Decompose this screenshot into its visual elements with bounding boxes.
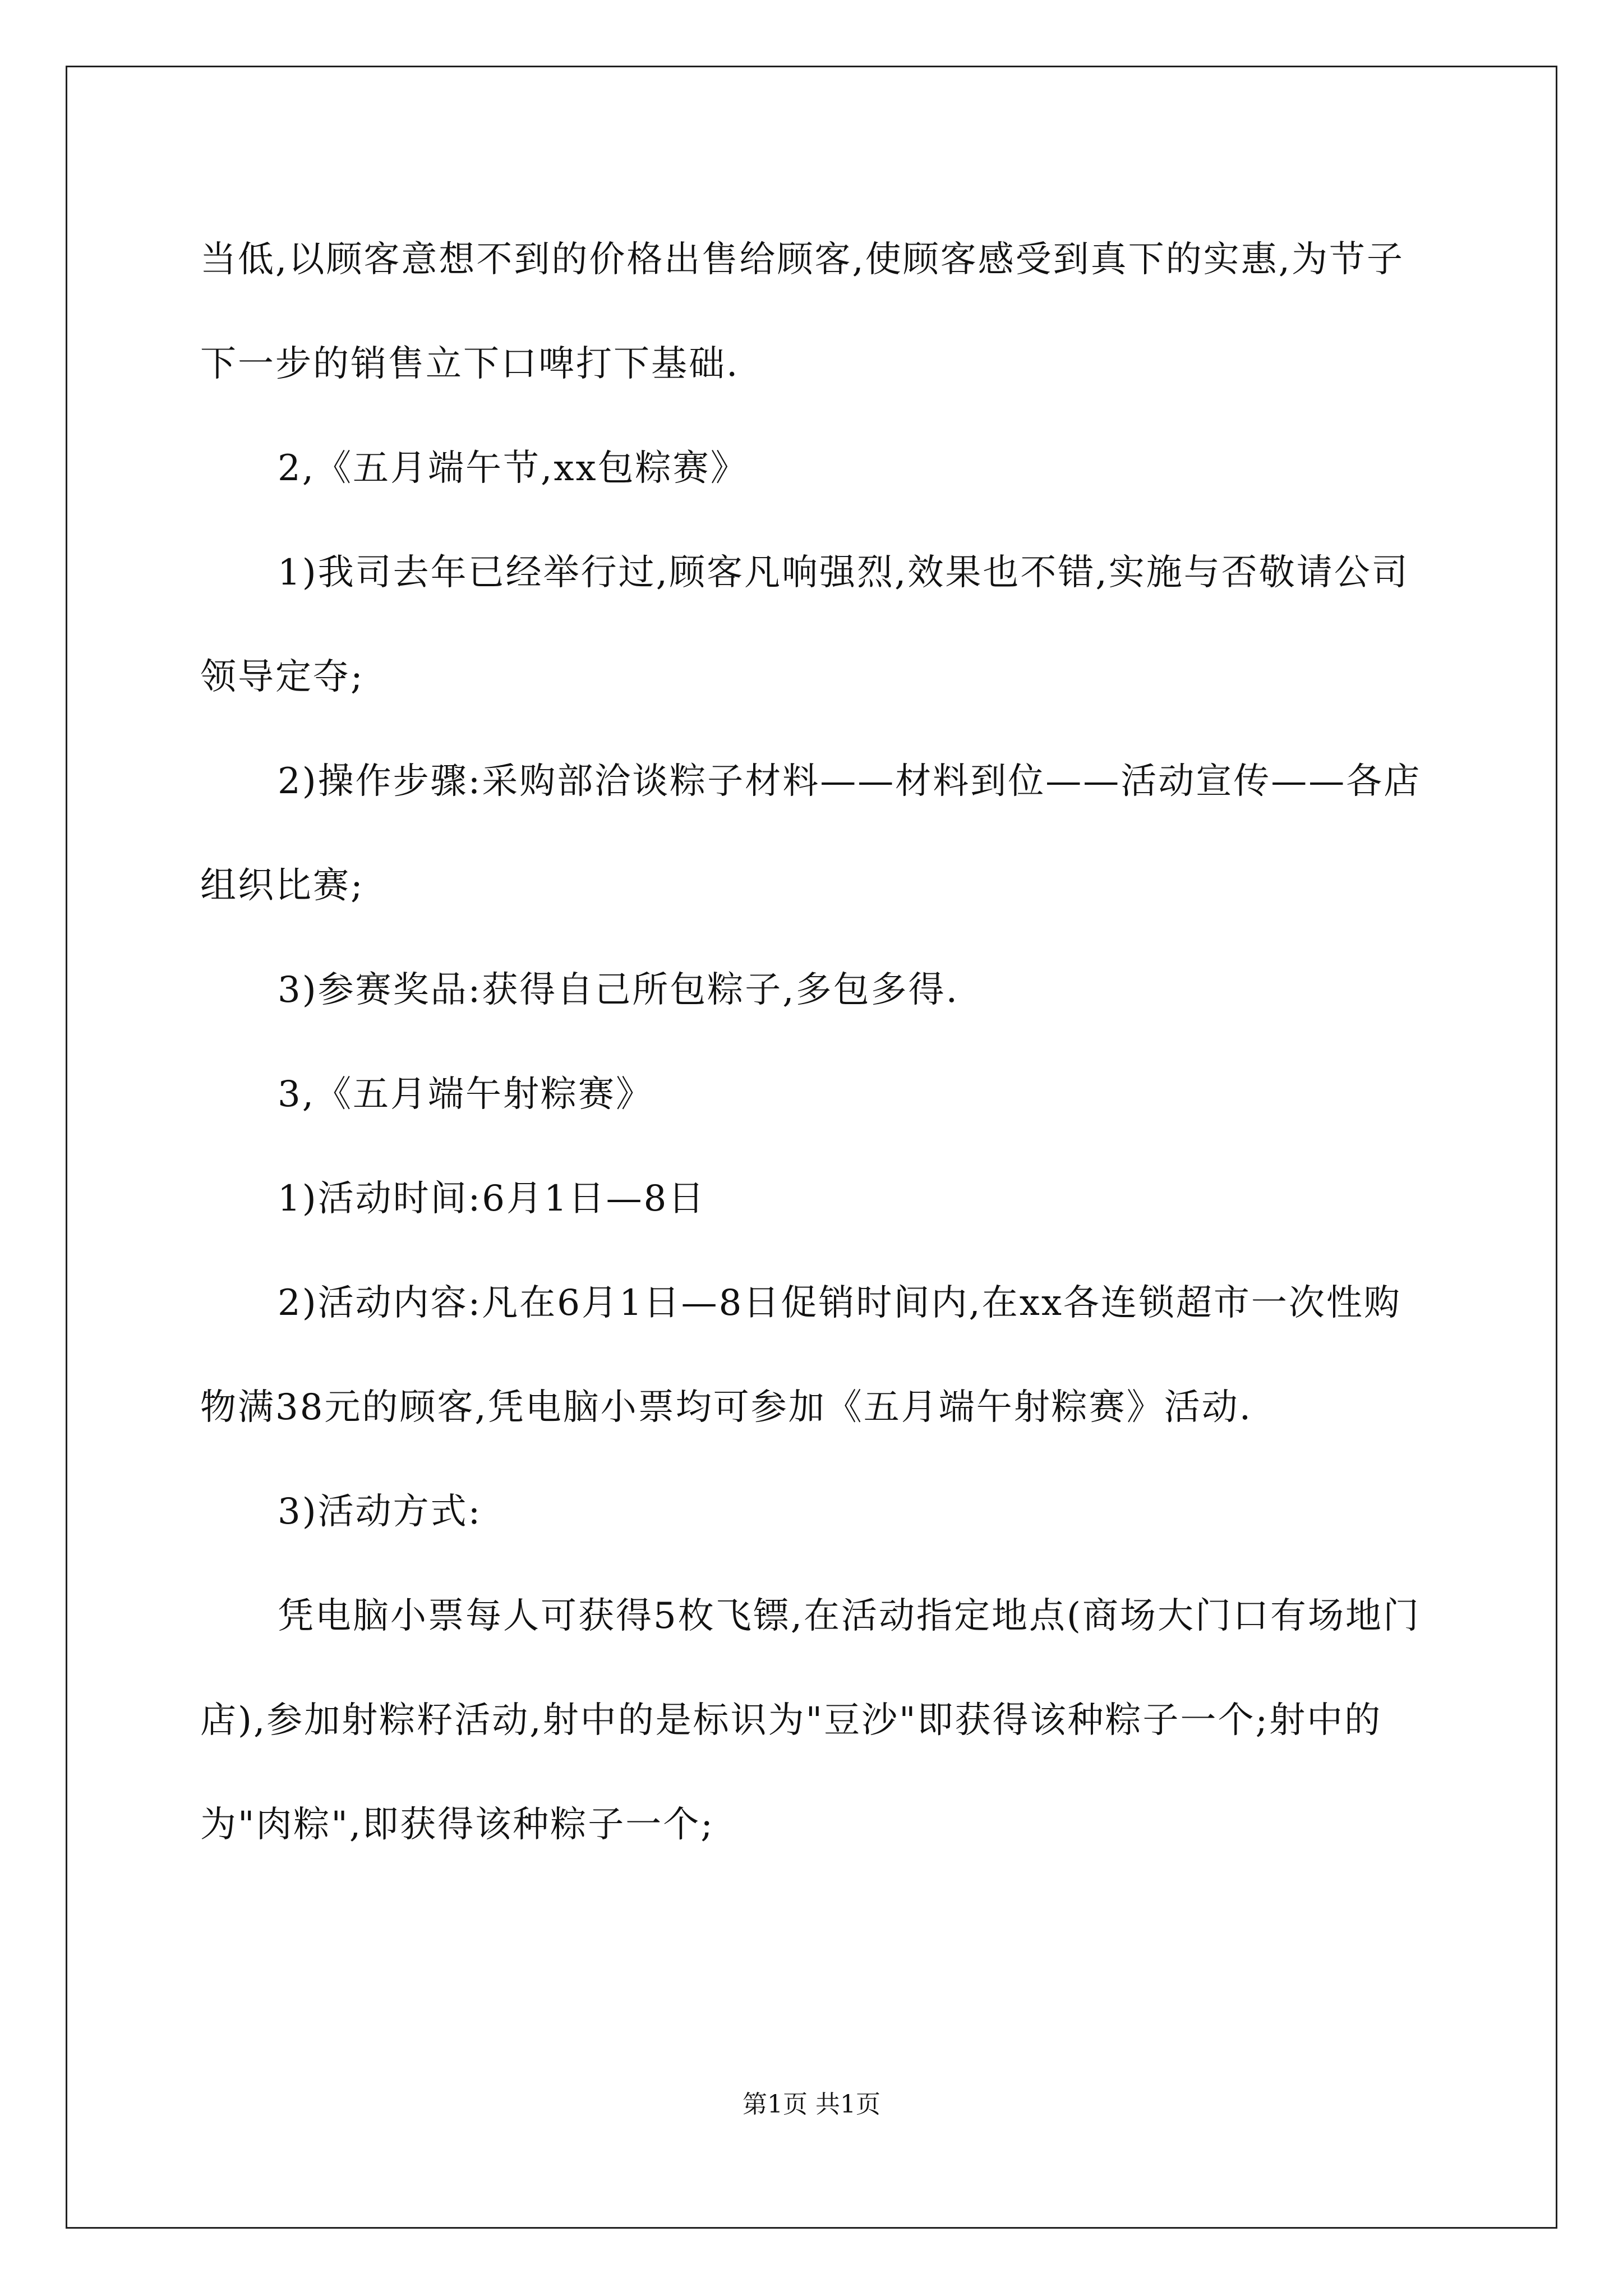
paragraph: 2,《五月端午节,xx包粽赛》	[278, 448, 748, 489]
paragraph: 当低,以顾客意想不到的价格出售给顾客,使顾客感受到真下的实惠,为节子下一步的销售立下口啤打下基础.	[200, 239, 1405, 385]
page-footer: 第1页 共1页	[743, 2090, 880, 2119]
paragraph: 3)参赛奖品:获得自己所包粽子,多包多得.	[278, 969, 959, 1011]
document-body	[200, 208, 1425, 1877]
paragraph: 1)我司去年已经举行过,顾客凡响强烈,效果也不错,实施与否敬请公司领导定夺;	[200, 552, 1409, 698]
paragraph: 1)活动时间:6月1日—8日	[278, 1178, 706, 1220]
paragraph: 2)操作步骤:采购部洽谈粽子材料——材料到位——活动宣传——各店组织比赛;	[200, 761, 1422, 907]
paragraph: 凭电脑小票每人可获得5枚飞镖,在活动指定地点(商场大门口有场地门店),参加射粽籽活动,射中的是标识为"豆沙"即获得该种粽子一个;射中的为"肉粽",即获得该种粽子一个;	[200, 1595, 1421, 1846]
paragraph: 3,《五月端午射粽赛》	[278, 1074, 654, 1115]
paragraph: 2)活动内容:凡在6月1日—8日促销时间内,在xx各连锁超市一次性购物满38元的顾客,凭电脑小票均可参加《五月端午射粽赛》活动.	[200, 1282, 1401, 1428]
paragraph: 3)活动方式:	[278, 1491, 482, 1533]
